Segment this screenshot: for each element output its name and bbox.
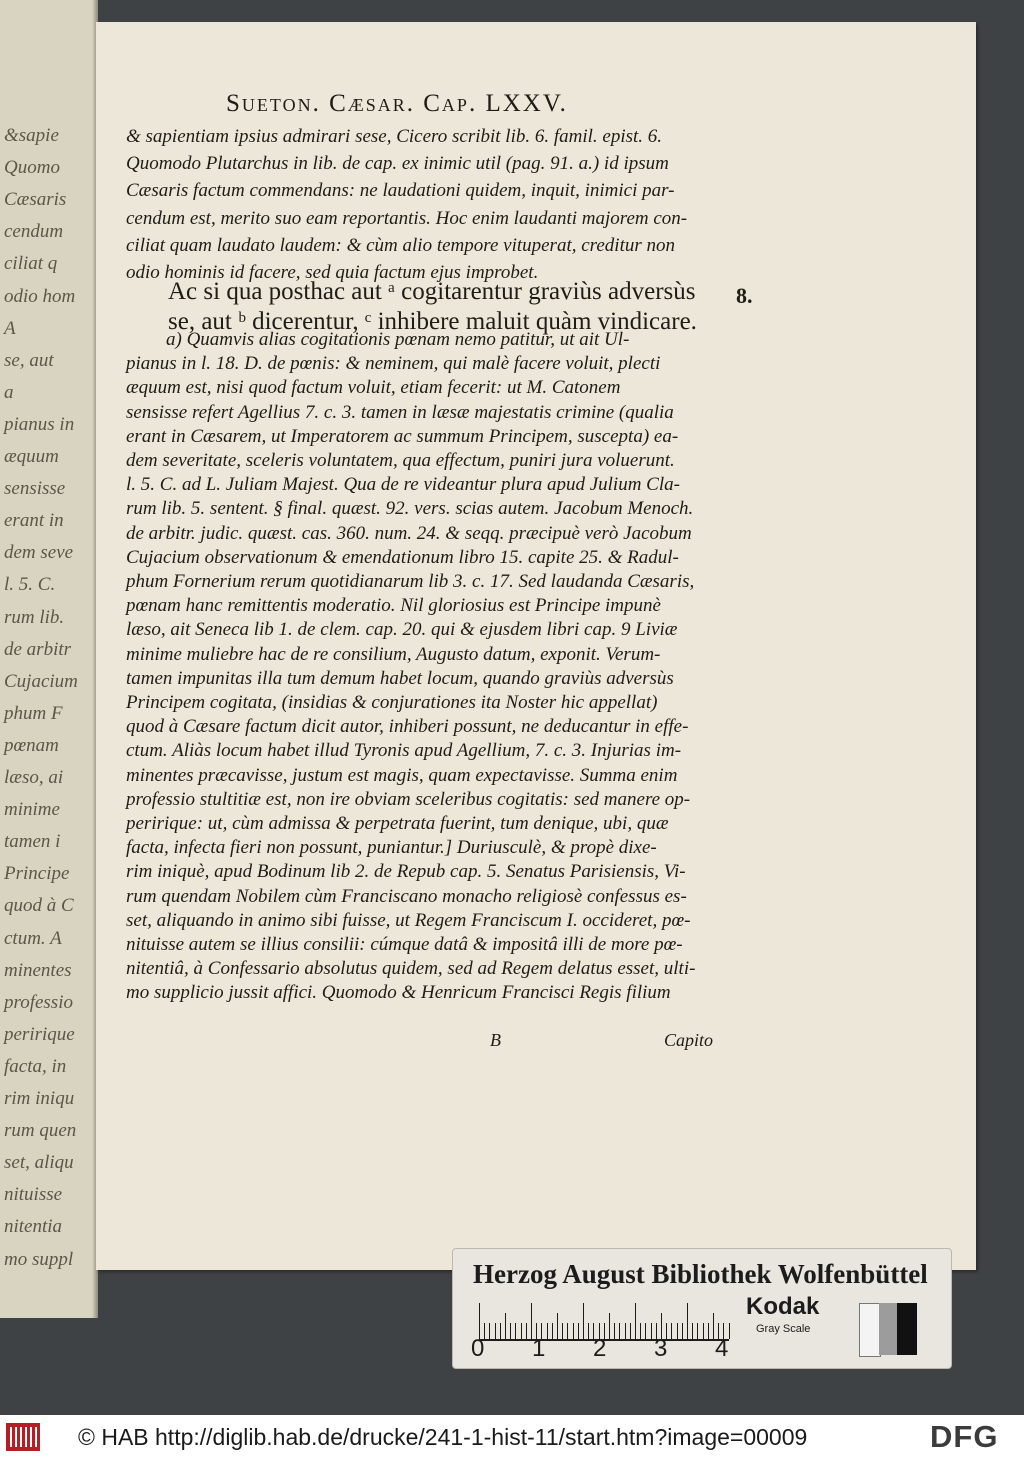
intro-line: & sapientiam ipsius admirari sese, Cicero scribit lib. 6. famil. epist. 6. — [126, 126, 663, 147]
swatch-white — [859, 1303, 881, 1357]
commentary-line: Cujacium observationum & emendationum libro 15. capite 25. & Radul- — [126, 546, 679, 568]
main-line: se, aut ᵇ dicerentur, ᶜ inhibere maluit quàm vindicare. — [168, 308, 697, 335]
commentary-line: nitentiâ, à Confessario absolutus quidem, sed ad Regem delatus esset, ulti- — [126, 958, 696, 980]
intro-line: odio hominis id facere, sed quia factum ejus improbet. — [126, 262, 539, 283]
swatch-black — [897, 1303, 917, 1355]
left-page-line: Cæsaris — [4, 189, 67, 211]
source-url[interactable]: © HAB http://diglib.hab.de/drucke/241-1-hist-11/start.htm?image=00009 — [78, 1424, 808, 1450]
margin-number: 8. — [736, 283, 753, 308]
left-page-line: erant in — [4, 510, 64, 532]
ruler-number: 0 — [471, 1335, 485, 1362]
left-page-line: rum lib. — [4, 606, 65, 628]
hab-logo-icon — [6, 1423, 40, 1451]
commentary-line: facta, infecta fieri non possunt, puniantur.] Duriusculè, & propè dixe- — [126, 837, 657, 859]
dfg-logo: DFG — [930, 1419, 999, 1454]
commentary-line: pianus in l. 18. D. de pœnis: & neminem, qui malè facere voluit, plecti — [126, 353, 661, 375]
left-page-line: minentes — [4, 959, 72, 981]
left-page-line: ciliat q — [4, 253, 58, 275]
commentary-line: sensisse refert Agellius 7. c. 3. tamen in læsæ majestatis crimine (qualia — [126, 401, 674, 423]
left-page-line: minime — [4, 799, 60, 821]
commentary-line: peririque: ut, cùm admissa & perpetrata fuerint, tum denique, ubi, quæ — [126, 813, 669, 834]
intro-line: cendum est, merito suo eam reportantis. Hoc enim laudanti majorem con- — [126, 207, 688, 229]
left-page-line: se, aut — [4, 349, 54, 371]
left-page-line: Cujacium — [4, 670, 78, 692]
commentary-line: minentes præcavisse, justum est magis, quam expectavisse. Summa enim — [126, 764, 678, 786]
left-page-line: rim iniqu — [4, 1088, 75, 1109]
main-line: Ac si qua posthac aut ᵃ cogitarentur graviùs adversùs — [168, 278, 696, 305]
intro-line: Cæsaris factum commendans: ne laudationi quidem, inquit, inimici par- — [126, 180, 675, 202]
left-page-line: Quomo — [4, 157, 60, 179]
color-chart — [452, 1248, 952, 1369]
left-page-line: mo suppl — [4, 1248, 74, 1270]
running-head: Sueton. Cæsar. Cap. LXXV. — [226, 90, 568, 117]
commentary-line: pœnam hanc remittentis moderatio. Nil gloriosius est Principe impunè — [126, 595, 661, 617]
left-page-line: Principe — [4, 863, 70, 885]
swatch-gray — [879, 1303, 897, 1355]
commentary-line: rim iniquè, apud Bodinum lib 2. de Repub cap. 5. Senatus Parisiensis, Vi- — [126, 861, 686, 883]
catchword: Capito — [664, 1030, 714, 1050]
ruler-number: 4 — [715, 1335, 729, 1362]
left-page-line: quod à C — [4, 895, 74, 917]
commentary-line: rum quendam Nobilem cùm Franciscano monacho religiosè confessus es- — [126, 885, 687, 907]
commentary-line: tamen impunitas illa tum demum habet locum, quando graviùs adversùs — [126, 667, 674, 689]
left-page-line: set, aliqu — [4, 1152, 74, 1174]
commentary-line: rum lib. 5. sentent. § final. quæst. 92. vers. scias autem. Jacobum Menoch. — [126, 498, 694, 520]
gray-scale-label: Gray Scale — [756, 1323, 811, 1335]
intro-line: ciliat quam laudato laudem: & cùm alio tempore vituperat, creditur non — [126, 234, 675, 256]
ruler-numbers — [471, 1335, 751, 1363]
commentary-line: æquum est, nisi quod factum voluit, etiam fecerit: ut M. Catonem — [126, 377, 621, 399]
ruler-tick — [583, 1303, 584, 1339]
left-page-line: nitentia — [4, 1216, 63, 1238]
left-page-line: pianus in — [4, 413, 75, 435]
commentary-line: l. 5. C. ad L. Juliam Majest. Qua de re videantur plura apud Julium Cla- — [126, 474, 680, 496]
commentary-line: de arbitr. judic. quæst. cas. 360. num. 24. & seqq. præcipuè verò Jacobum — [126, 522, 692, 544]
left-page-line: peririque — [4, 1023, 75, 1045]
commentary-line: nituisse autem se illius consilii: cúmque datâ & impositâ illi de more pœ- — [126, 934, 683, 955]
ruler-tick — [531, 1303, 532, 1339]
commentary-line: phum Fornerium rerum quotidianarum lib 3. c. 17. Sed laudanda Cæsaris, — [126, 571, 695, 592]
ruler-number: 1 — [532, 1335, 546, 1362]
commentary-line: minime muliebre hac de re consilium, Augusto datum, exponit. Verum- — [126, 643, 661, 665]
left-page-line: læso, ai — [4, 767, 64, 788]
commentary-line: erant in Cæsarem, ut Imperatorem ac summum Principem, suscepta) ea- — [126, 425, 679, 447]
chart-title: Herzog August Bibliothek Wolfenbüttel — [473, 1259, 928, 1289]
left-page-line: tamen i — [4, 831, 61, 853]
ruler-number: 3 — [654, 1335, 668, 1362]
left-page-line: de arbitr — [4, 638, 72, 660]
commentary-line: quod à Cæsare factum dicit autor, inhiberi possunt, ne deducantur in effe- — [126, 716, 689, 738]
left-page-line: dem seve — [4, 542, 74, 564]
commentary-line: a) Quamvis alias cogitationis pœnam nemo patitur, ut ait Ul- — [166, 329, 630, 350]
left-page-line: phum F — [4, 702, 63, 724]
left-page-line: A — [4, 317, 16, 339]
commentary-line: læso, ait Seneca lib 1. de clem. cap. 20. qui & ejusdem libri cap. 9 Liviæ — [126, 619, 678, 641]
left-page-line: ctum. A — [4, 927, 62, 949]
commentary-line: set, aliquando in animo sibi fuisse, ut Regem Franciscum I. occideret, pœ- — [126, 909, 691, 931]
left-page-line: facta, in — [4, 1055, 67, 1077]
left-page-line: rum quen — [4, 1120, 77, 1142]
left-page-line: l. 5. C. — [4, 574, 56, 596]
left-page-line: professio — [4, 991, 73, 1013]
left-page-line: odio hom — [4, 285, 76, 307]
left-page-line: cendum — [4, 221, 64, 243]
ruler-tick — [635, 1303, 636, 1339]
commentary-line: Principem cogitata, (insidias & conjurationes ita Noster hic appellat) — [126, 692, 658, 713]
left-page-line: æquum — [4, 446, 59, 467]
commentary-line: professio stultitiæ est, non ire obviam sceleribus cogitatis: sed manere op- — [126, 788, 691, 810]
ruler-tick — [687, 1303, 688, 1339]
commentary-line: dem severitate, sceleris voluntatem, qua effectum, puniri jura voluerunt. — [126, 450, 675, 471]
footer-bar — [0, 1415, 1024, 1458]
left-page-line: sensisse — [4, 478, 66, 500]
left-page-line: &sapie — [4, 125, 59, 146]
left-page-edge — [0, 0, 98, 1318]
intro-line: Quomodo Plutarchus in lib. de cap. ex inimic util (pag. 91. a.) id ipsum — [126, 153, 669, 175]
commentary-line: ctum. Aliàs locum habet illud Tyronis apud Agellium, 7. c. 3. Injurias im- — [126, 740, 682, 762]
ruler-tick — [479, 1303, 480, 1339]
signature-mark: B — [490, 1030, 501, 1050]
commentary-line: mo supplicio jussit affici. Quomodo & Henricum Francisci Regis filium — [126, 982, 671, 1004]
left-page-line: a — [4, 381, 14, 403]
kodak-logo: Kodak — [746, 1293, 820, 1320]
ruler-number: 2 — [593, 1335, 607, 1362]
left-page-line: nituisse — [4, 1184, 63, 1206]
left-page-line: pœnam — [4, 734, 59, 756]
